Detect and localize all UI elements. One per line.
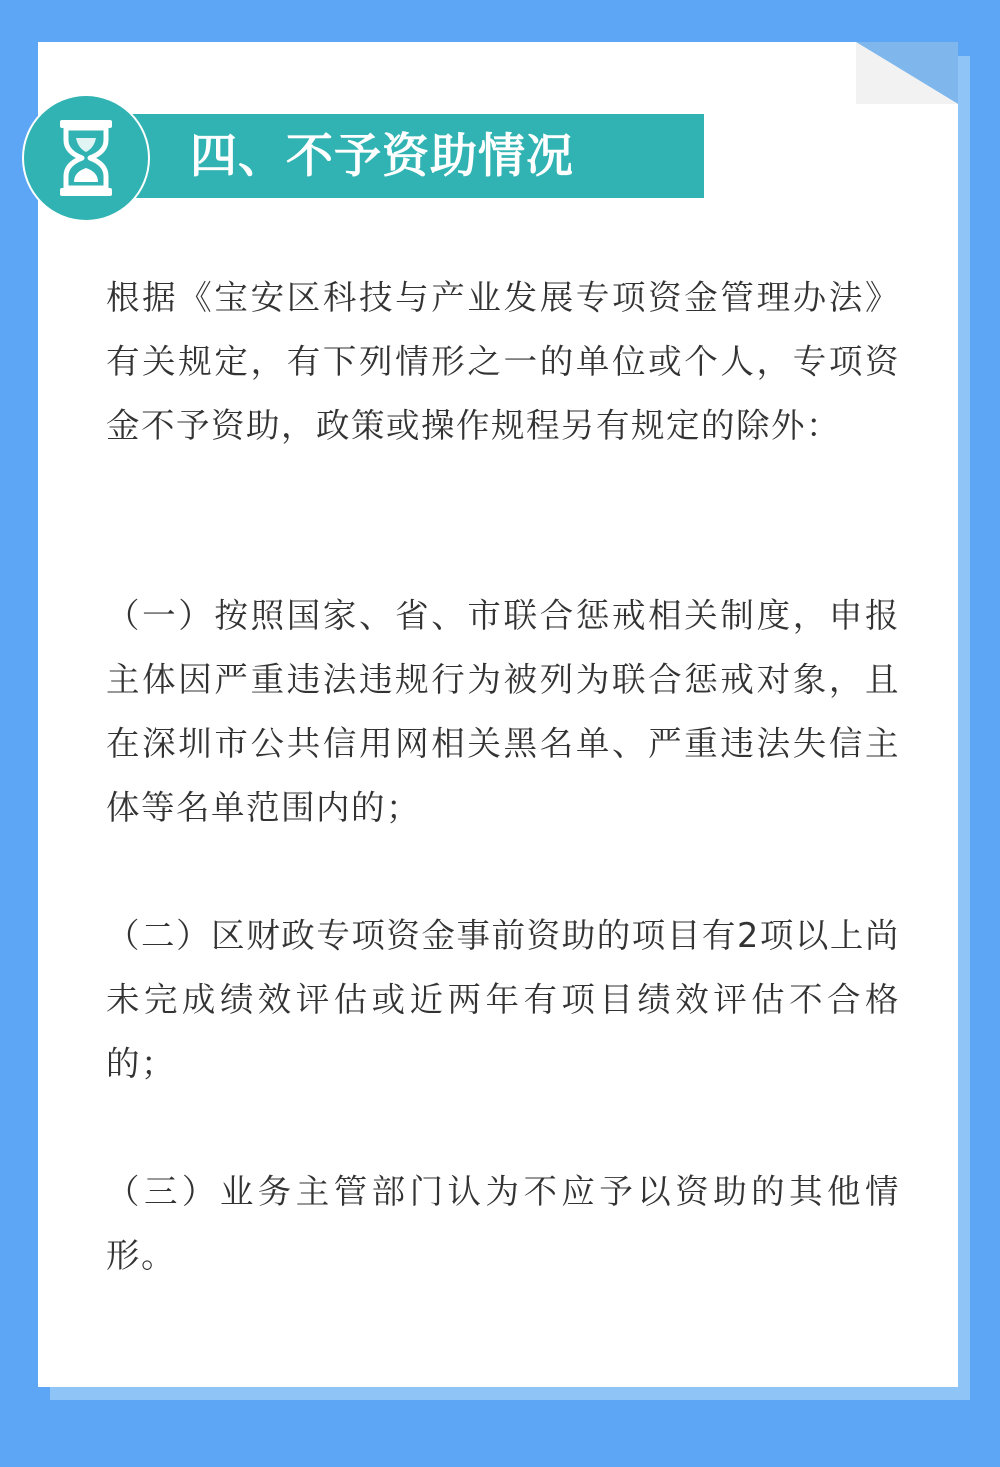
list-item: （一）按照国家、省、市联合惩戒相关制度，申报主体因严重违法违规行为被列为联合惩戒对象，且在深圳市公共信用网相关黑名单、严重违法失信主体等名单范围内的； — [106, 596, 900, 827]
hourglass-icon — [24, 96, 148, 220]
list-item: （三）业务主管部门认为不应予以资助的其他情形。 — [106, 1172, 900, 1275]
list-item: （二）区财政专项资金事前资助的项目有2项以上尚未完成绩效评估或近两年有项目绩效评估不合格的； — [106, 916, 900, 1083]
intro-paragraph: 根据《宝安区科技与产业发展专项资金管理办法》有关规定，有下列情形之一的单位或个人，专项资金不予资助，政策或操作规程另有规定的除外： — [106, 278, 900, 445]
section-title: 四、不予资助情况 — [190, 129, 574, 184]
